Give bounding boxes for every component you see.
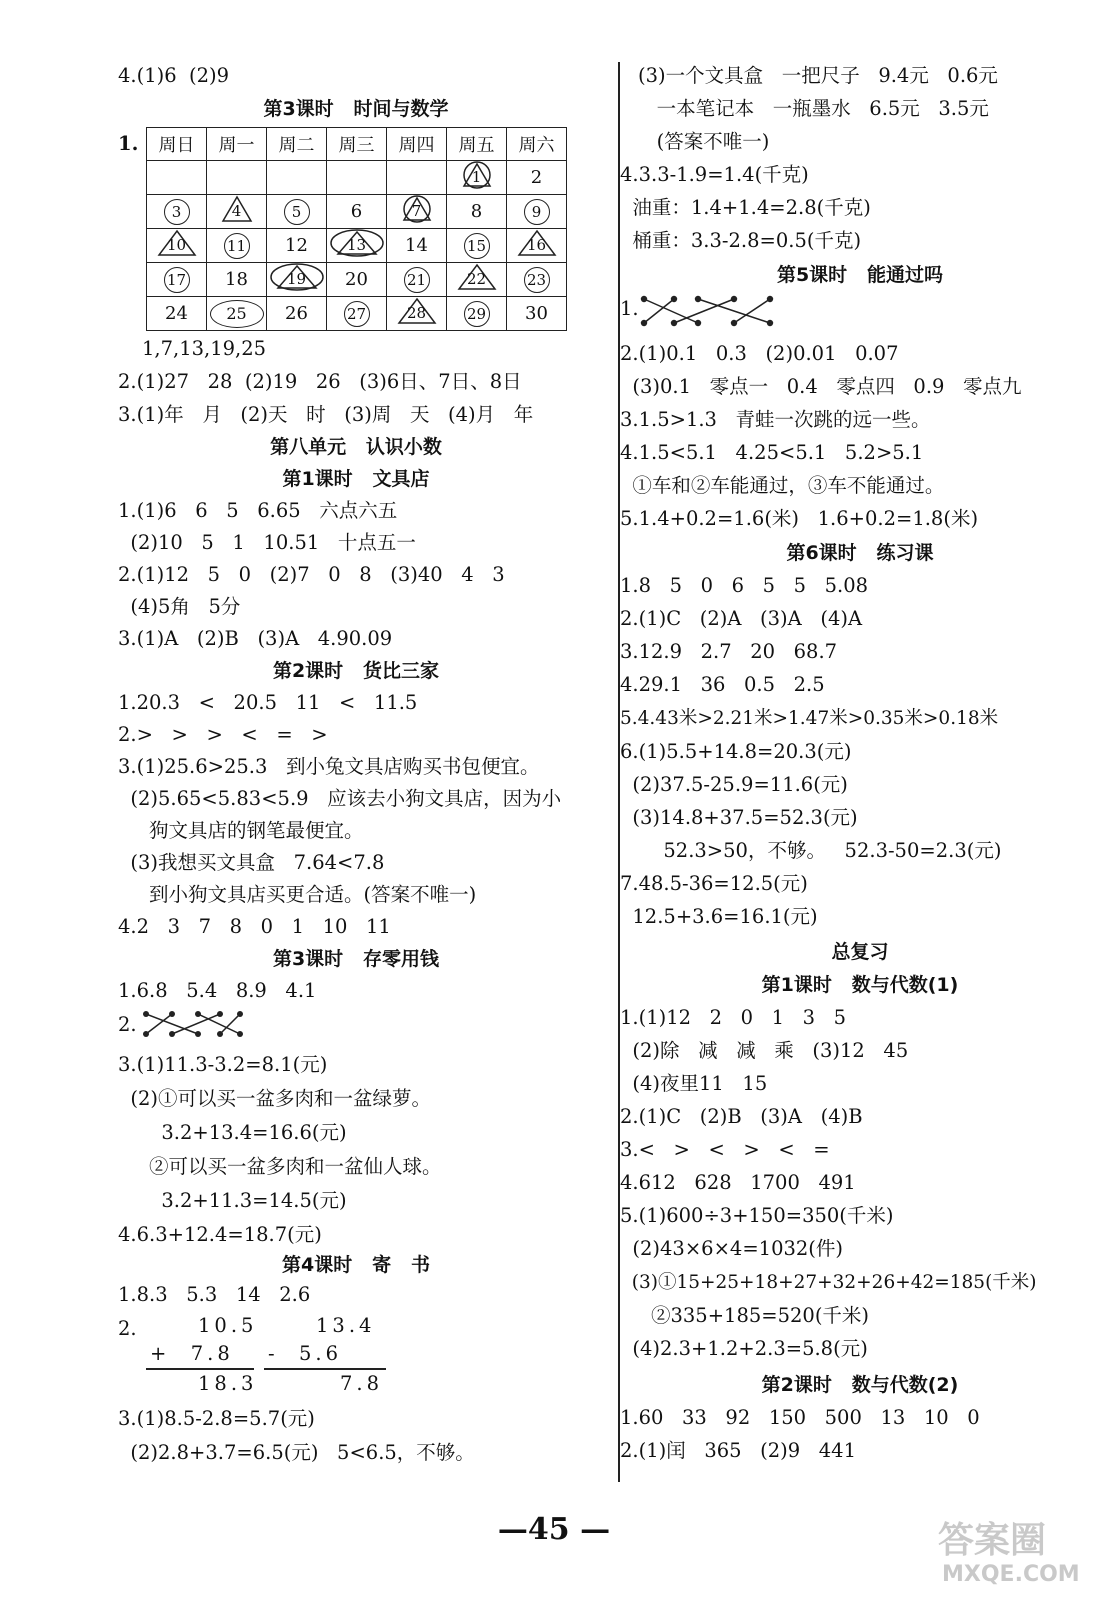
calendar-header: 周二 — [267, 128, 327, 161]
answer-line: 1.60 33 92 150 500 13 10 0 — [620, 1406, 980, 1429]
calendar-cell — [387, 195, 447, 229]
answer-line: 12.5+3.6=16.1(元) — [620, 905, 818, 928]
calendar-header: 周五 — [447, 128, 507, 161]
answer-line: 3.(1)11.3-3.2=8.1(元) — [118, 1053, 328, 1076]
circle-mark: 21 — [404, 267, 430, 293]
answer-line: 2. — [118, 1317, 137, 1340]
circle-mark: 3 — [164, 199, 190, 225]
calendar-header: 周日 — [147, 128, 207, 161]
lesson-heading: 第1课时 数与代数(1) — [761, 974, 959, 996]
answer-line: 5.(1)600÷3+150=350(千米) — [620, 1204, 894, 1227]
calendar-header-row — [147, 128, 567, 161]
answer-line: 1. — [620, 297, 639, 320]
calendar-cell — [207, 195, 267, 229]
answer-line: 5.1.4+0.2=1.6(米) 1.6+0.2=1.8(米) — [620, 507, 979, 530]
answer-line: 2.(1)C (2)A (3)A (4)A — [620, 607, 863, 630]
answer-line: 3.(1)8.5-2.8=5.7(元) — [118, 1407, 315, 1430]
circle-mark: 23 — [524, 267, 550, 293]
calendar-cell: 18 — [207, 263, 267, 297]
answer-line: 1.8.3 5.3 14 2.6 — [118, 1283, 311, 1306]
answer-line: (2)37.5-25.9=11.6(元) — [620, 773, 848, 796]
lesson-heading: 第2课时 数与代数(2) — [761, 1374, 959, 1396]
circle-mark: 15 — [464, 233, 490, 259]
answer-line: 到小狗文具店买更合适。(答案不唯一) — [118, 883, 477, 906]
answer-line: 1.(1)12 2 0 1 3 5 — [620, 1006, 847, 1029]
vertical-subtraction-middle: - 5.6 — [268, 1342, 342, 1365]
answer-line: 2.(1)27 28 (2)19 26 (3)6日、7日、8日 — [118, 370, 522, 393]
calendar-cell — [387, 297, 447, 331]
triangle-mark: 28 — [397, 297, 437, 325]
calendar-cell: 2 — [507, 161, 567, 195]
circle-mark: 29 — [464, 301, 490, 327]
vertical-subtraction-top: 13.4 — [316, 1314, 376, 1337]
watermark-logo — [932, 1512, 1102, 1594]
answer-line: 3.12.9 2.7 20 68.7 — [620, 640, 838, 663]
answer-line: (2)43×6×4=1032(件) — [620, 1237, 844, 1260]
answer-line: 2.(1)0.1 0.3 (2)0.01 0.07 — [620, 342, 899, 365]
lesson-heading: 第6课时 练习课 — [786, 542, 934, 564]
ellipse-mark: 25 — [210, 300, 264, 328]
triangle-mark: 4 — [217, 195, 257, 223]
calendar-cell — [267, 161, 327, 195]
lesson-heading: 第1课时 文具店 — [282, 468, 430, 490]
answer-line: ①车和②车能通过，③车不能通过。 — [620, 474, 945, 497]
calendar-cell — [507, 229, 567, 263]
triangle-ellipse-mark: 19 — [270, 263, 324, 291]
calendar-cell — [327, 229, 387, 263]
triangle-circle-mark: 7 — [397, 195, 437, 223]
vertical-addition-middle: + 7.8 — [150, 1342, 234, 1365]
calendar-cell — [507, 195, 567, 229]
answer-line: 狗文具店的钢笔最便宜。 — [118, 819, 364, 842]
lesson-heading: 第3课时 存零用钱 — [272, 948, 440, 970]
answer-line: 桶重：3.3-2.8=0.5(千克) — [620, 229, 862, 252]
answer-line: 2. — [118, 1013, 137, 1036]
calendar-cell: 20 — [327, 263, 387, 297]
calendar-cell: 12 — [267, 229, 327, 263]
calendar-cell — [267, 263, 327, 297]
calendar-cell: 30 — [507, 297, 567, 331]
matching-lines-diagram — [638, 293, 778, 329]
calendar-cell — [447, 161, 507, 195]
answer-line: 3.2+13.4=16.6(元) — [118, 1121, 347, 1144]
calendar-cell — [147, 263, 207, 297]
triangle-mark: 10 — [157, 229, 197, 257]
answer-line: 1.20.3 < 20.5 11 < 11.5 — [118, 691, 418, 714]
triangle-mark: 22 — [457, 263, 497, 291]
answer-line: 5.4.43米>2.21米>1.47米>0.35米>0.18米 — [620, 708, 999, 729]
answer-line: (答案不唯一) — [638, 130, 770, 153]
calendar-header: 周六 — [507, 128, 567, 161]
vertical-addition-top: 10.5 — [198, 1314, 258, 1337]
answer-line: (2)①可以买一盆多肉和一盆绿萝。 — [118, 1087, 432, 1110]
answer-line: 油重：1.4+1.4=2.8(千克) — [620, 196, 871, 219]
calendar-row — [147, 229, 567, 263]
vertical-addition-result: 18.3 — [198, 1372, 258, 1395]
answer-line: (2)5.65<5.83<5.9 应该去小狗文具店，因为小 — [118, 787, 562, 810]
triangle-mark: 16 — [517, 229, 557, 257]
calendar-cell — [447, 263, 507, 297]
calendar-header: 周一 — [207, 128, 267, 161]
answer-line: 4.(1)6 (2)9 — [118, 64, 230, 87]
answer-line: 4.2 3 7 8 0 1 10 11 — [118, 915, 391, 938]
answer-line: 1.6.8 5.4 8.9 4.1 — [118, 979, 317, 1002]
calendar-cell — [147, 195, 207, 229]
calendar-cell — [447, 229, 507, 263]
answer-line: 4.29.1 36 0.5 2.5 — [620, 673, 825, 696]
calendar-header: 周四 — [387, 128, 447, 161]
unit-heading: 第八单元 认识小数 — [270, 436, 442, 458]
calendar-cell: 8 — [447, 195, 507, 229]
answer-line: (3)我想买文具盒 7.64<7.8 — [118, 851, 385, 874]
calendar-table — [146, 127, 567, 331]
answer-line: 4.6.3+12.4=18.7(元) — [118, 1223, 322, 1246]
calendar-cell — [207, 161, 267, 195]
answer-line: 一本笔记本 一瓶墨水 6.5元 3.5元 — [638, 97, 989, 120]
circle-mark: 17 — [164, 267, 190, 293]
calendar-cell: 26 — [267, 297, 327, 331]
triangle-circle-mark: 1 — [457, 161, 497, 189]
answer-line: 3.(1)年 月 (2)天 时 (3)周 天 (4)月 年 — [118, 403, 534, 426]
answer-line: 52.3>50，不够。 52.3-50=2.3(元) — [620, 839, 1002, 862]
answer-line: (4)5角 5分 — [118, 595, 241, 618]
lesson-heading: 第3课时 时间与数学 — [263, 98, 449, 120]
answer-line: 1,7,13,19,25 — [142, 337, 267, 360]
answer-line: 2.> > > < = > — [118, 723, 328, 746]
answer-line: (2)除 减 减 乘 (3)12 45 — [620, 1039, 909, 1062]
calendar-row — [147, 161, 567, 195]
subtraction-rule — [264, 1368, 386, 1370]
calendar-cell — [207, 297, 267, 331]
calendar-cell: 6 — [327, 195, 387, 229]
answer-line: 3.1.5>1.3 青蛙一次跳的远一些。 — [620, 408, 931, 431]
answer-line: ②335+185=520(千米) — [620, 1304, 870, 1327]
calendar-row — [147, 297, 567, 331]
circle-mark: 9 — [524, 199, 550, 225]
calendar-cell — [147, 161, 207, 195]
addition-rule — [146, 1368, 254, 1370]
circle-mark: 5 — [284, 199, 310, 225]
circle-mark: 11 — [224, 233, 250, 259]
answer-line: (2)2.8+3.7=6.5(元) 5<6.5，不够。 — [118, 1441, 475, 1464]
calendar-cell — [387, 263, 447, 297]
answer-line: 6.(1)5.5+14.8=20.3(元) — [620, 740, 852, 763]
calendar-cell — [267, 195, 327, 229]
calendar-cell — [327, 161, 387, 195]
watermark-url: MXQE.COM — [942, 1562, 1080, 1587]
calendar-cell — [447, 297, 507, 331]
answer-line: 3.< > < > < = — [620, 1138, 830, 1161]
answer-line: (3)14.8+37.5=52.3(元) — [620, 806, 858, 829]
calendar-cell — [147, 229, 207, 263]
answer-line: 3.2+11.3=14.5(元) — [118, 1189, 347, 1212]
answer-line: ②可以买一盆多肉和一盆仙人球。 — [118, 1155, 442, 1178]
calendar-cell — [387, 161, 447, 195]
answer-line: 2.(1)12 5 0 (2)7 0 8 (3)40 4 3 — [118, 563, 505, 586]
triangle-ellipse-mark: 13 — [330, 229, 384, 257]
calendar-header: 周三 — [327, 128, 387, 161]
circle-mark: 27 — [344, 301, 370, 327]
lesson-heading: 第2课时 货比三家 — [272, 660, 440, 682]
answer-line: 4.1.5<5.1 4.25<5.1 5.2>5.1 — [620, 441, 924, 464]
answer-line: 3.(1)A (2)B (3)A 4.90.09 — [118, 627, 393, 650]
vertical-subtraction-result: 7.8 — [340, 1372, 384, 1395]
answer-line: 1.8 5 0 6 5 5 5.08 — [620, 574, 869, 597]
answer-line: (3)①15+25+18+27+32+26+42=185(千米) — [620, 1272, 1037, 1293]
page-number: —45 — — [497, 1512, 611, 1547]
answer-line: (4)2.3+1.2+2.3=5.8(元) — [620, 1337, 868, 1360]
calendar-cell: 24 — [147, 297, 207, 331]
answer-line: (4)夜里11 15 — [620, 1072, 768, 1095]
calendar-cell — [327, 297, 387, 331]
calendar-cell — [207, 229, 267, 263]
calendar-cell: 14 — [387, 229, 447, 263]
lesson-heading: 第5课时 能通过吗 — [776, 264, 944, 286]
answer-line: (3)0.1 零点一 0.4 零点四 0.9 零点九 — [620, 375, 1022, 398]
calendar-cell — [507, 263, 567, 297]
answer-line: 1.(1)6 6 5 6.65 六点六五 — [118, 499, 398, 522]
answer-line: 2.(1)C (2)B (3)A (4)B — [620, 1105, 863, 1128]
answer-line: 3.(1)25.6>25.3 到小兔文具店购买书包便宜。 — [118, 755, 540, 778]
lesson-heading: 第4课时 寄 书 — [282, 1254, 430, 1276]
answer-line: (2)10 5 1 10.51 十点五一 — [118, 531, 416, 554]
answer-line: 4.612 628 1700 491 — [620, 1171, 856, 1194]
calendar-row — [147, 263, 567, 297]
answer-line: 7.48.5-36=12.5(元) — [620, 872, 808, 895]
calendar-row — [147, 195, 567, 229]
answer-line: 4.3.3-1.9=1.4(千克) — [620, 163, 809, 186]
matching-lines-diagram — [140, 1008, 246, 1040]
question-label: 1. — [118, 132, 139, 155]
answer-line: 2.(1)闰 365 (2)9 441 — [620, 1439, 856, 1462]
review-heading: 总复习 — [831, 941, 889, 963]
answer-line: (3)一个文具盒 一把尺子 9.4元 0.6元 — [638, 64, 998, 87]
watermark-text: 答案圈 — [938, 1520, 1047, 1561]
